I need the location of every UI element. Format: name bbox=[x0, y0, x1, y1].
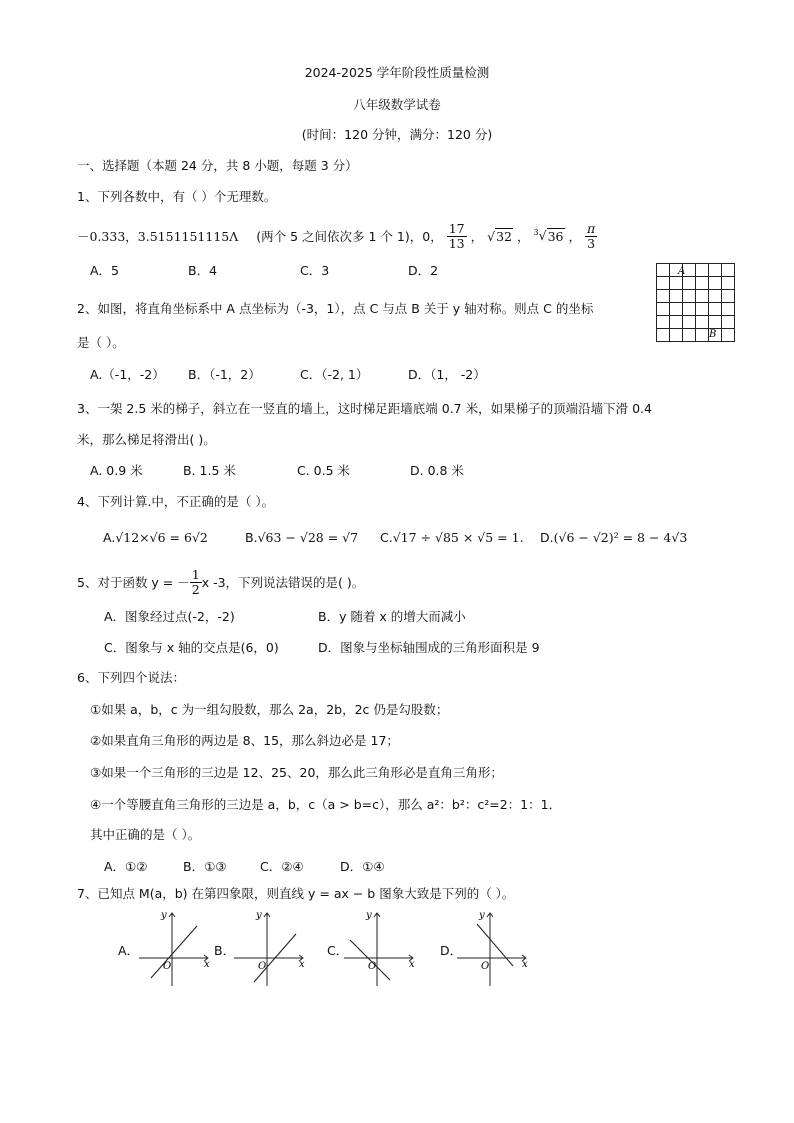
q2-option-d[interactable]: D．（1， -2） bbox=[408, 367, 486, 382]
q5-stem-a: 5、对于函数 y = － bbox=[77, 575, 190, 590]
q7-graph-d-label[interactable]: D． bbox=[440, 943, 463, 958]
q1-fraction bbox=[447, 222, 467, 249]
q1-option-c[interactable]: C．3 bbox=[300, 263, 330, 278]
q4-option-d[interactable] bbox=[540, 530, 687, 545]
q7-graph-b bbox=[232, 908, 312, 988]
q7-graph-d-origin: O bbox=[481, 961, 490, 972]
q6-option-b[interactable]: B．①③ bbox=[183, 859, 227, 874]
q2-grid-figure bbox=[656, 263, 736, 343]
exam-title: 2024-2025 学年阶段性质量检测 bbox=[304, 65, 490, 80]
q6-conclusion: 其中正确的是（ ）。 bbox=[90, 827, 201, 842]
q4-stem: 4、下列计算.中，不正确的是（ ）。 bbox=[77, 494, 275, 509]
q4-option-b-prefix: B. bbox=[245, 530, 258, 545]
q1-numbers-a: －0.333，3.5151151115Λ bbox=[77, 229, 239, 244]
q4-option-d-prefix: D. bbox=[540, 530, 554, 545]
section-heading: 一、选择题（本题 24 分，共 8 小题，每题 3 分） bbox=[77, 158, 358, 173]
q7-graph-c-y: y bbox=[366, 910, 372, 921]
q7-graph-a-y: y bbox=[161, 910, 167, 921]
q3-option-d[interactable]: D. 0.8 米 bbox=[410, 463, 464, 478]
q1-cube-index: 3 bbox=[533, 228, 539, 238]
q4-option-a[interactable] bbox=[103, 530, 208, 545]
q7-graph-d-x: x bbox=[522, 959, 528, 970]
q3-line1: 3、一架 2.5 米的梯子，斜立在一竖直的墙上，这时梯足距墙底端 0.7 米，如果梯子的顶端沿墙下滑 0.4 bbox=[77, 401, 652, 416]
q1-stem: 1、下列各数中，有（ ）个无理数。 bbox=[77, 189, 277, 204]
q6-option-a[interactable]: A．①② bbox=[104, 859, 148, 874]
q7-graph-a bbox=[137, 908, 217, 988]
q1-numbers: －0.333，3.5151151115Λ (两个 5 之间依次多 1 个 1)，0， $\frac{17}{13}$ ， √32 ， $^3$√36 ， $\frac{\pi}{3}$ bbox=[77, 221, 596, 251]
q3-option-c[interactable]: C. 0.5 米 bbox=[297, 463, 351, 478]
q4-option-a-expr: √12×√6 = 6√2 bbox=[115, 530, 208, 545]
q1-option-b[interactable]: B．4 bbox=[188, 263, 218, 278]
q7-graph-a-label[interactable]: A． bbox=[118, 943, 140, 958]
q5-option-d[interactable]: D．图象与坐标轴围成的三角形面积是 9 bbox=[318, 640, 540, 655]
q1-frac-num: 17 bbox=[448, 221, 465, 237]
exam-subtitle: 八年级数学试卷 bbox=[353, 97, 441, 112]
q4-option-d-expr: (√6 − √2)² = 8 − 4√3 bbox=[553, 530, 688, 545]
q5-stem-b: x -3，下列说法错误的是( )。 bbox=[201, 575, 365, 590]
q1-pi-den: 3 bbox=[587, 235, 596, 251]
q4-option-c[interactable] bbox=[380, 530, 524, 545]
q5-option-a[interactable]: A．图象经过点(-2，-2) bbox=[104, 609, 235, 624]
q5-frac-num: 1 bbox=[191, 567, 200, 583]
q1-sqrt: √32 bbox=[487, 228, 513, 244]
grid-label-b: B bbox=[709, 329, 717, 340]
q2-option-a[interactable]: A.（-1，-2） bbox=[90, 367, 165, 382]
q6-item-1: ①如果 a，b，c 为一组勾股数，那么 2a，2b，2c 仍是勾股数； bbox=[90, 702, 449, 717]
q7-graph-b-x: x bbox=[299, 959, 305, 970]
q5-option-c[interactable]: C．图象与 x 轴的交点是(6，0) bbox=[104, 640, 279, 655]
q2-option-b[interactable]: B．（-1，2） bbox=[188, 367, 261, 382]
q5-option-b[interactable]: B．y 随着 x 的增大而减小 bbox=[318, 609, 466, 624]
grid-label-a: A bbox=[678, 266, 686, 277]
q7-graph-b-origin: O bbox=[258, 961, 267, 972]
time-note: (时间：120 分钟，满分：120 分) bbox=[301, 127, 493, 142]
q3-option-b[interactable]: B. 1.5 米 bbox=[183, 463, 236, 478]
q6-option-c[interactable]: C．②④ bbox=[260, 859, 304, 874]
q1-pi-fraction bbox=[585, 222, 597, 249]
q7-stem: 7、已知点 M(a，b) 在第四象限，则直线 y = ax − b 图象大致是下列的（ ）。 bbox=[77, 886, 515, 901]
q4-option-a-prefix: A. bbox=[103, 530, 116, 545]
q4-option-c-expr: √17 ÷ √85 × √5 = 1. bbox=[392, 530, 524, 545]
q7-graph-c-origin: O bbox=[368, 961, 377, 972]
q7-graph-d-line bbox=[477, 924, 513, 966]
q7-graph-c-x: x bbox=[409, 959, 415, 970]
q3-line2: 米，那么梯足将滑出( )。 bbox=[77, 432, 216, 447]
q7-graph-a-line bbox=[151, 926, 197, 978]
q7-graph-c-line bbox=[350, 940, 390, 980]
q1-option-d[interactable]: D．2 bbox=[408, 263, 439, 278]
q1-cuberoot-radicand: 36 bbox=[547, 228, 564, 244]
q6-item-4: ④一个等腰直角三角形的三边是 a，b，c（a > b=c），那么 a²：b²：c²=2：1：1． bbox=[90, 797, 562, 812]
q7-graph-c bbox=[342, 908, 422, 988]
q7-graph-a-x: x bbox=[204, 959, 210, 970]
q3-option-a[interactable]: A. 0.9 米 bbox=[90, 463, 143, 478]
q1-sqrt-radicand: 32 bbox=[496, 228, 513, 244]
q5-frac-den: 2 bbox=[191, 581, 200, 597]
q6-item-2: ②如果直角三角形的两边是 8、15，那么斜边必是 17； bbox=[90, 733, 399, 748]
q1-cuberoot: $^3$√36 bbox=[533, 228, 564, 244]
q1-frac-den: 13 bbox=[448, 235, 465, 251]
q2-option-c[interactable]: C．（-2, 1） bbox=[300, 367, 369, 382]
q7-graph-d-y: y bbox=[479, 910, 485, 921]
q6-stem: 6、下列四个说法： bbox=[77, 670, 185, 685]
q7-graph-b-y: y bbox=[256, 910, 262, 921]
q7-graph-d bbox=[455, 908, 535, 988]
q6-item-3: ③如果一个三角形的三边是 12、25、20，那么此三角形必是直角三角形； bbox=[90, 765, 503, 780]
q7-graph-b-label[interactable]: B． bbox=[214, 943, 236, 958]
q4-option-b[interactable] bbox=[245, 530, 358, 545]
q1-pi: π bbox=[587, 221, 596, 237]
q5-fraction bbox=[190, 568, 202, 595]
q2-line2: 是（ ）。 bbox=[77, 335, 125, 350]
q5-stem bbox=[77, 562, 364, 602]
q7-graph-a-origin: O bbox=[163, 961, 172, 972]
q4-option-b-expr: √63 − √28 = √7 bbox=[257, 530, 359, 545]
q6-option-d[interactable]: D．①④ bbox=[340, 859, 385, 874]
q1-numbers-note: (两个 5 之间依次多 1 个 1)，0， bbox=[256, 229, 443, 244]
q2-line1: 2、如图，将直角坐标系中 A 点坐标为（-3，1），点 C 与点 B 关于 y 轴对称。则点 C 的坐标 bbox=[77, 301, 594, 316]
q4-option-c-prefix: C. bbox=[380, 530, 393, 545]
q1-option-a[interactable]: A．5 bbox=[90, 263, 120, 278]
q7-graph-c-label[interactable]: C． bbox=[327, 943, 349, 958]
